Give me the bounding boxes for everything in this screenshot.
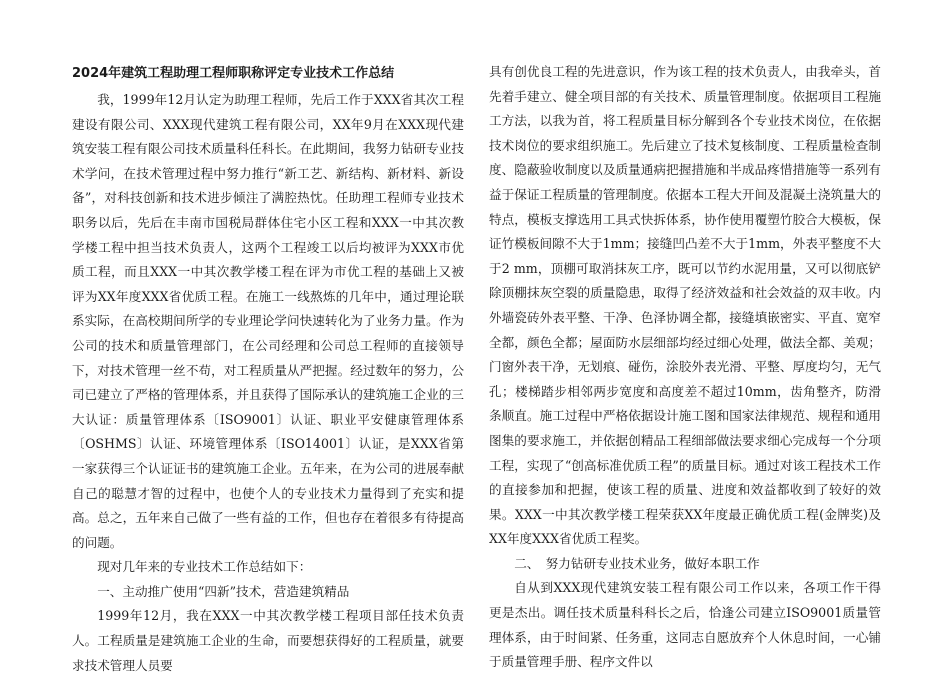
right-column [489, 60, 881, 675]
section-heading: 一、主动推广使用“四新”技术，营造建筑精品 [97, 583, 350, 599]
paragraph: 现对几年来的专业技术工作总结如下： [97, 559, 312, 575]
paragraph: 自从到XXX现代建筑安装工程有限公司工作以来，各项工作干得更是杰出。调任技术质量科科长之后，恰逢公司建立ISO9001质量管理体系，由于时间紧、任务重，这同志自愿放弃个人休息时间，一心铺于质量管理手册、程序文件以 [489, 580, 881, 670]
paragraph: 1999年12月，我在XXX一中其次教学楼工程项目部任技术负责人。工程质量是建筑施工企业的生命，而要想获得好的工程质量，就要求技术管理人员要 [72, 608, 464, 673]
paragraph: 我，1999年12月认定为助理工程师，先后工作于XXX省其次工程建设有限公司、XXX现代建筑工程有限公司，XX年9月在XXX现代建筑安装工程有限公司技术质量科任科长。在此期间，我努力钻研专业技术学问，在技术管理过程中努力推行“新工艺、新结构、新材料、新设备”，对科技创新和技术进步倾注了满腔热忱。任助理工程师专业技术职务以后，先后在丰南市国税局群体住宅小区工程和XXX一中其次教学楼工程中担当技术负责人，这两个工程竣工以后均被评为XXX市优质工程，而且XXX一中其次教学楼工程在评为市优工程的基础上又被评为XX年度XXX省优质工程。在施工一线熬炼的几年中，通过理论联系实际，在高校期间所学的专业理论学问快速转化为了业务力量。作为公司的技术和质量管理部门，在公司经理和公司总工程师的直接领导下，对技术管理一丝不苟，对工程质量从严把握。经过数年的努力，公司已建立了严格的管理体系，并且获得了国际承认的建筑施工企业的三大认证：质量管理体系〔ISO9001〕认证、职业平安健康管理体系〔OSHMS〕认证、环境管理体系〔ISO14001〕认证，是XXX省第一家获得三个认证证书的建筑施工企业。五年来，在为公司的进展奉献自己的聪慧才智的过程中，也使个人的专业技术力量得到了充实和提高。总之，五年来自己做了一些有益的工作，但也存在着很多有待提高的问题。 [72, 92, 464, 550]
paragraph: 具有创优良工程的先进意识，作为该工程的技术负责人，由我牵头，首先着手建立、健全项目部的有关技术、质量管理制度。依据项目工程施工方法，以我为首，将工程质量目标分解到各个专业技术岗位，在依据技术岗位的要求组织施工。先后建立了技术复核制度、工程质量检查制度、隐蔽验收制度以及质量通病把握措施和半成品疼惜措施等一系列有益于保证工程质量的管理制度。依据本工程大开间及混凝土浇筑量大的特点，模板支撑选用工具式快拆体系，协作使用覆塑竹胶合大模板，保证竹模板间隙不大于1mm；接缝凹凸差不大于1mm，外表平整度不大于2 mm，顶棚可取消抹灰工序，既可以节约水泥用量，又可以彻底铲除顶棚抹灰空裂的质量隐患，取得了经济效益和社会效益的双丰收。内外墙瓷砖外表平整、干净、色泽协调全都，接缝填嵌密实、平直、宽窄全都，颜色全都；屋面防水层细部均经过细心处理，做法全都、美观；门窗外表干净，无划痕、碰伤，涂胶外表光滑、平整、厚度均匀，无气孔；楼梯踏步相邻两步宽度和高度差不超过10mm，齿角整齐，防滑条顺直。施工过程中严格依据设计施工图和国家法律规范、规程和通用图集的要求施工，并依据创精品工程细部做法要求细心完成每一个分项工程，实现了“创高标准优质工程”的质量目标。通过对该工程技术工作的直接参加和把握，使该工程的质量、进度和效益都收到了较好的效果。XXX一中其次教学楼工程荣获XX年度最正确优质工程(金牌奖)及XX年度XXX省优质工程奖。 [489, 64, 881, 547]
left-column [72, 60, 464, 678]
section-heading: 二、 努力钻研专业技术业务，做好本职工作 [514, 555, 760, 571]
document-title: 2024年建筑工程助理工程师职称评定专业技术工作总结 [72, 66, 395, 81]
